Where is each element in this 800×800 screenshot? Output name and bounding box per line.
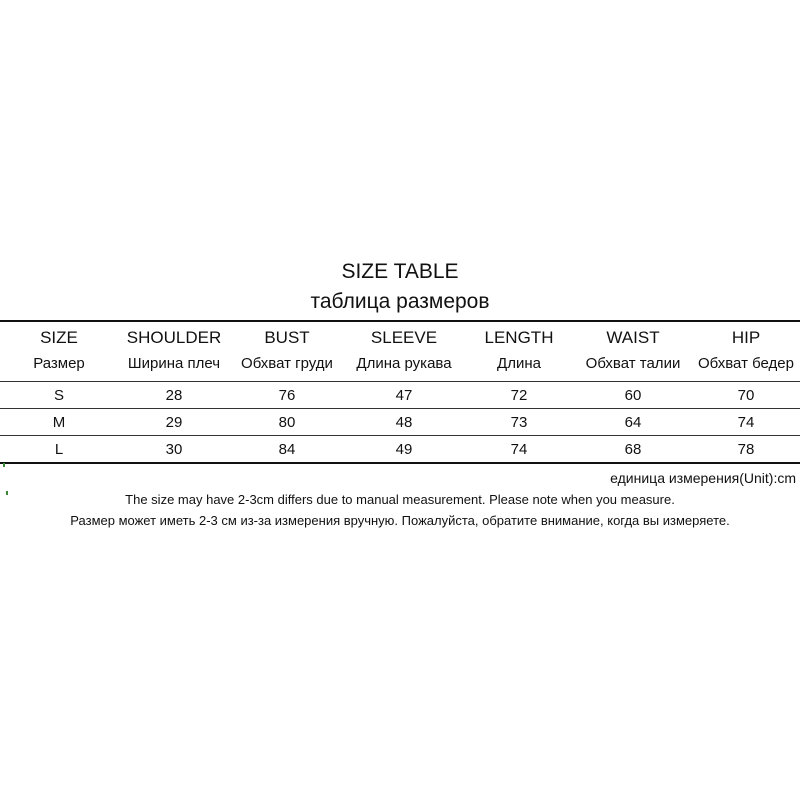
page-title: SIZE TABLE: [341, 260, 459, 283]
header-waist-ru: Обхват талии: [585, 355, 681, 372]
table-cell: 49: [344, 436, 464, 464]
size-table: [0, 320, 800, 464]
measurement-note-en: The size may have 2-3cm differs due to manual measurement. Please note when you measure.: [125, 492, 675, 507]
table-cell: 64: [574, 409, 692, 436]
table-cell: 48: [344, 409, 464, 436]
header-sleeve: SLEEVE: [344, 321, 464, 353]
header-hip-ru: Обхват бедер: [698, 355, 794, 372]
header-length: LENGTH: [464, 321, 574, 353]
table-cell: 28: [118, 382, 230, 409]
table-cell: 60: [574, 382, 692, 409]
table-row-s: [0, 382, 800, 409]
table-cell: 78: [692, 436, 800, 464]
table-cell: 29: [118, 409, 230, 436]
table-cell: L: [0, 436, 118, 464]
table-cell: 74: [692, 409, 800, 436]
header-waist: WAIST: [574, 321, 692, 353]
unit-note: единица измерения(Unit):cm: [610, 470, 796, 486]
table-cell: 76: [230, 382, 344, 409]
header-row-en: [0, 321, 800, 353]
header-sleeve-ru: Длина рукава: [356, 355, 452, 372]
header-row-ru: [0, 353, 800, 382]
table-cell: 72: [464, 382, 574, 409]
table-cell: 70: [692, 382, 800, 409]
header-size: SIZE: [0, 321, 118, 353]
table-cell: 84: [230, 436, 344, 464]
header-size-ru: Размер: [33, 355, 85, 372]
page-subtitle: таблица размеров: [310, 290, 490, 313]
measurement-note-ru: Размер может иметь 2-3 см из-за измерения вручную. Пожалуйста, обратите внимание, когда вы измеряете.: [70, 513, 730, 528]
table-cell: S: [0, 382, 118, 409]
table-cell: M: [0, 409, 118, 436]
table-cell: 30: [118, 436, 230, 464]
header-bust: BUST: [230, 321, 344, 353]
header-shoulder-ru: Ширина плеч: [127, 355, 221, 372]
table-cell: 80: [230, 409, 344, 436]
header-length-ru: Длина: [497, 355, 541, 372]
header-shoulder: SHOULDER: [118, 321, 230, 353]
table-cell: 73: [464, 409, 574, 436]
table-cell: 47: [344, 382, 464, 409]
table-cell: 68: [574, 436, 692, 464]
header-bust-ru: Обхват груди: [241, 355, 333, 372]
header-hip: HIP: [692, 321, 800, 353]
table-cell: 74: [464, 436, 574, 464]
table-row-m: [0, 409, 800, 436]
green-tick-mark: [3, 463, 5, 467]
table-row-l: [0, 436, 800, 464]
